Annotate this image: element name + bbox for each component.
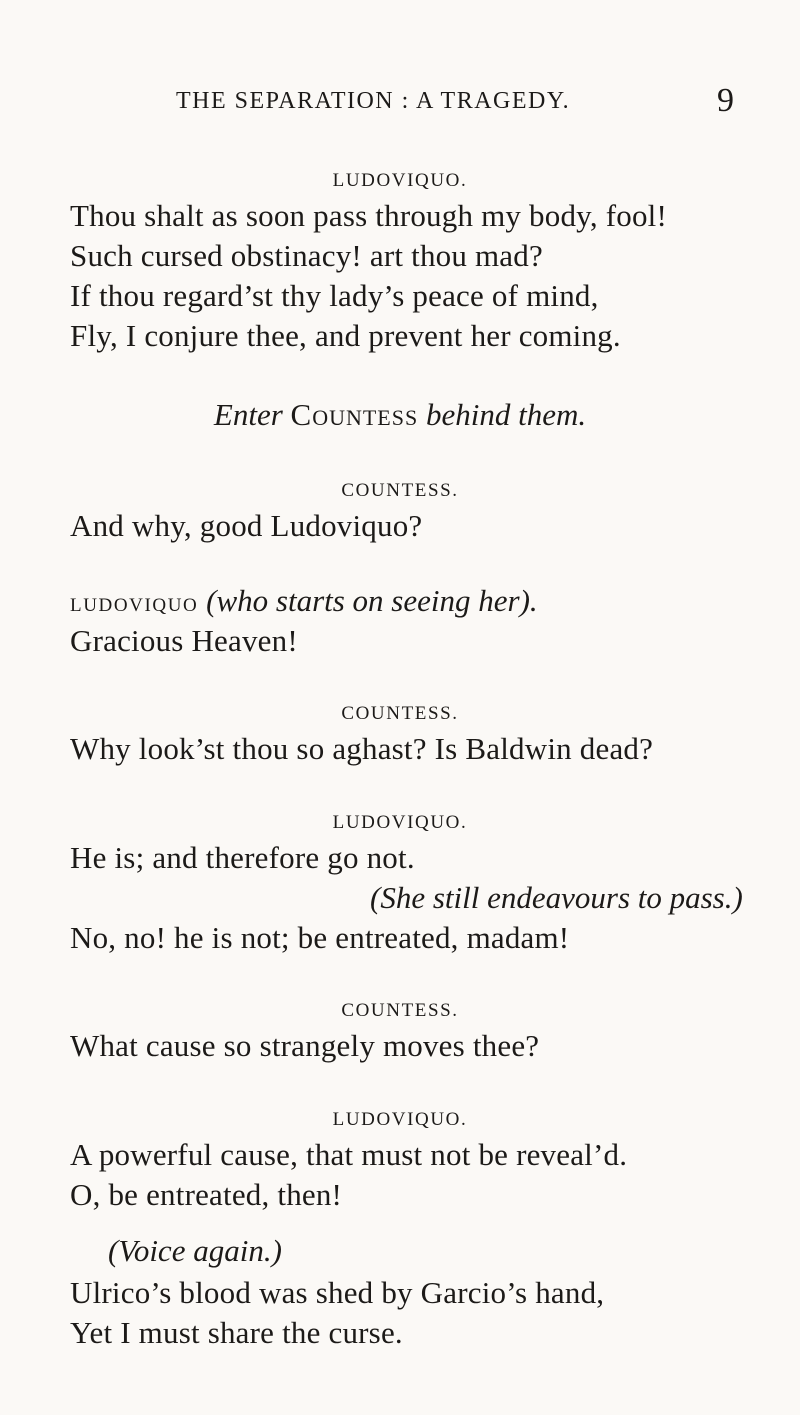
verse-line: A powerful cause, that must not be reveal’d. xyxy=(70,1137,628,1172)
verse-line: What cause so strangely moves thee? xyxy=(70,1028,540,1063)
stage-direction: (She still endeavours to pass.) xyxy=(370,880,743,915)
running-header xyxy=(176,82,756,119)
stage-enter-word: Enter xyxy=(213,397,283,432)
verse-line: O, be entreated, then! xyxy=(70,1177,343,1212)
stage-direction: (who starts on seeing her). xyxy=(206,583,538,618)
verse-line: Fly, I conjure thee, and prevent her coming. xyxy=(70,318,621,353)
speaker-ludoviquo: LUDOVIQUO. xyxy=(332,170,468,191)
verse-line: And why, good Ludoviquo? xyxy=(70,508,423,543)
speaker-countess: COUNTESS. xyxy=(341,480,459,501)
stage-enter-rest: behind them. xyxy=(425,397,587,432)
verse-line: Ulrico’s blood was shed by Garcio’s hand, xyxy=(70,1275,605,1310)
verse-line: Yet I must share the curse. xyxy=(70,1315,403,1350)
speaker-countess: COUNTESS. xyxy=(341,1000,459,1021)
stage-enter-name: Countess xyxy=(290,397,419,432)
verse-line: If thou regard’st thy lady’s peace of mind, xyxy=(70,278,599,313)
speaker-with-direction xyxy=(70,583,538,619)
verse-line: Gracious Heaven! xyxy=(70,623,298,658)
verse-line: No, no! he is not; be entreated, madam! xyxy=(70,920,570,955)
verse-line: Why look’st thou so aghast? Is Baldwin dead? xyxy=(70,731,654,766)
verse-line: Thou shalt as soon pass through my body, fool! xyxy=(70,198,668,233)
stage-direction-enter xyxy=(0,397,800,433)
verse-line: Such cursed obstinacy! art thou mad? xyxy=(70,238,543,273)
speaker-ludoviquo: LUDOVIQUO. xyxy=(332,1109,468,1130)
page-number: 9 xyxy=(717,82,734,119)
speaker-countess: COUNTESS. xyxy=(341,703,459,724)
verse-line: He is; and therefore go not. xyxy=(70,840,415,875)
stage-direction: (Voice again.) xyxy=(108,1233,282,1268)
running-title: THE SEPARATION : A TRAGEDY. xyxy=(176,88,571,114)
speaker-ludoviquo: LUDOVIQUO. xyxy=(332,812,468,833)
speaker-ludoviquo-inline: LUDOVIQUO xyxy=(70,595,199,616)
